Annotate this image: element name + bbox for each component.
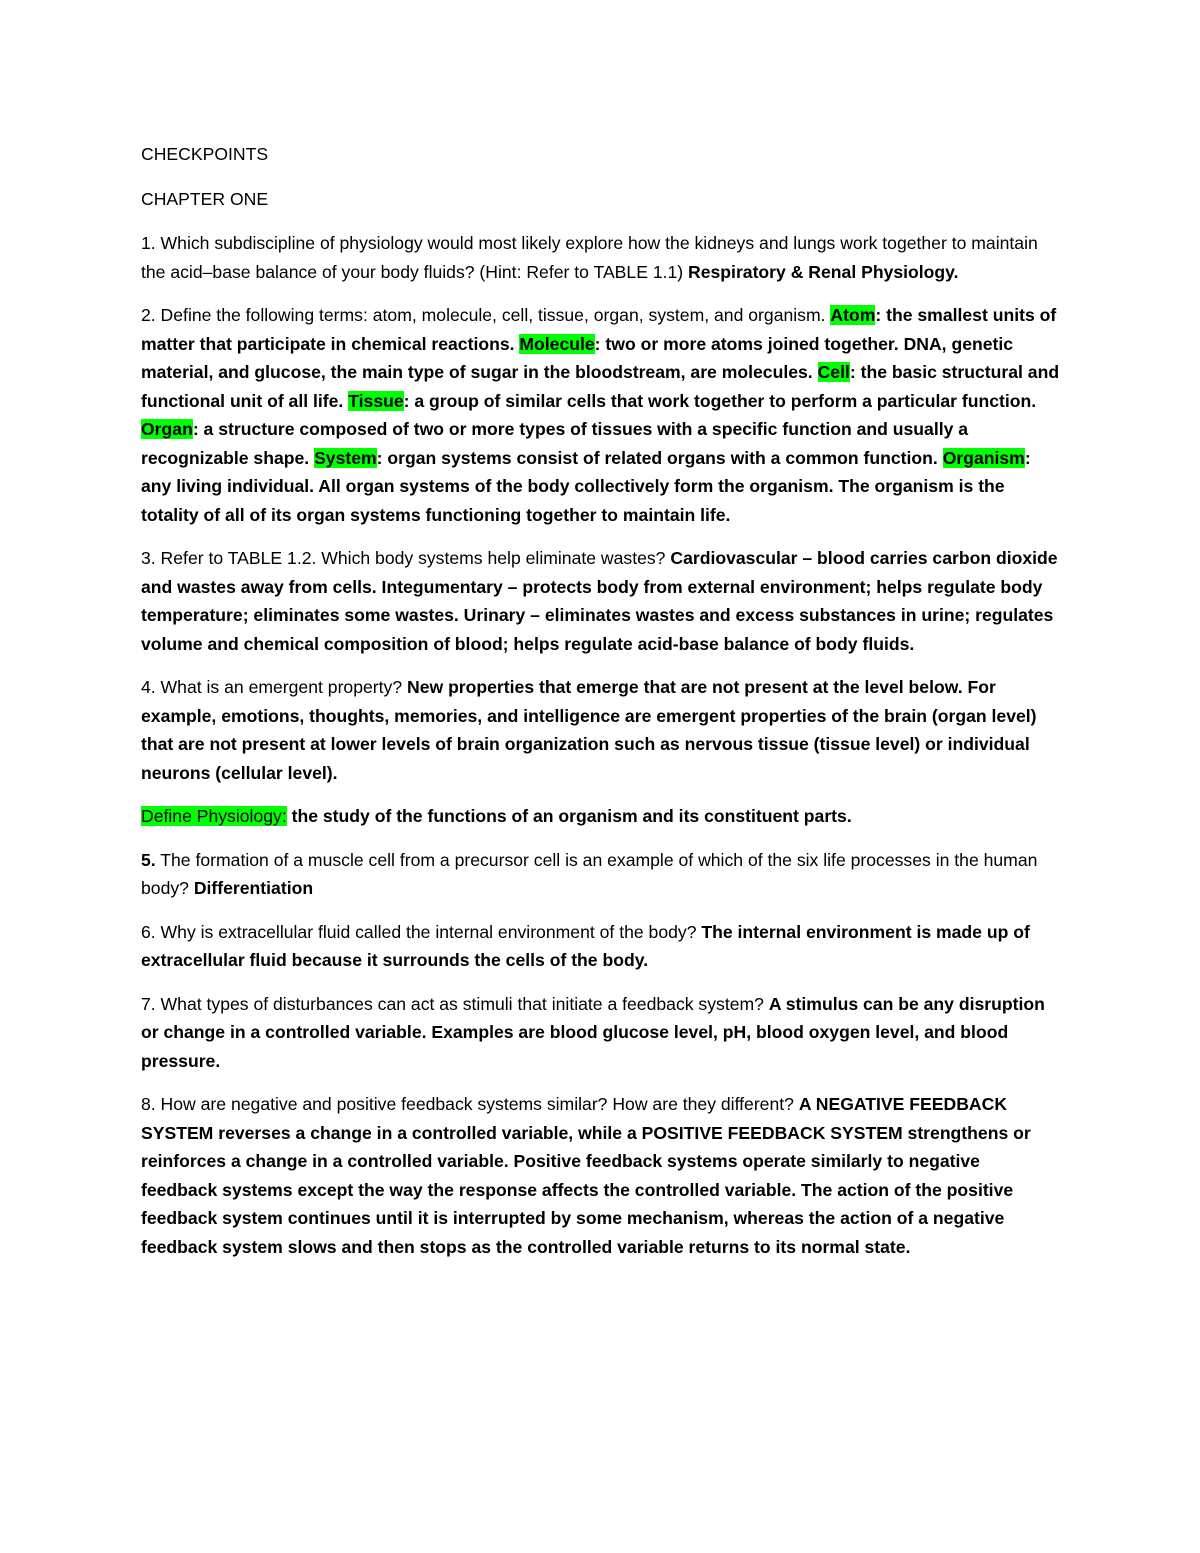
question-6-answer: The internal environment is made up of extracellular fluid because it surrounds the cells of the body. <box>141 921 1030 970</box>
question-1-answer: Respiratory & Renal Physiology. <box>688 261 959 282</box>
definition-tissue: : a group of similar cells that work together to perform a particular function. <box>403 390 1037 411</box>
question-3-text: 3. Refer to TABLE 1.2. Which body systems help eliminate wastes? <box>141 548 666 568</box>
question-4-answer: New properties that emerge that are not present at the level below. For example, emotions, thoughts, memories, and intelligence are emergent properties of the brain (organ level) that are not present at lower levels of brain organization such as nervous tissue (tissue level) or individual neurons (cellular level). <box>141 677 1037 783</box>
term-tissue: Tissue <box>348 390 404 411</box>
question-3-answer: Cardiovascular – blood carries carbon dioxide and wastes away from cells. Integumentary – protects body from external environment; helps regulate body temperature; eliminates some wastes. Urinary – eliminates wastes and excess substances in urine; regulates volume and chemical composition of blood; helps regulate acid-base balance of body fluids. <box>141 548 1058 654</box>
term-cell: Cell <box>817 362 850 382</box>
question-1-text: 1. Which subdiscipline of physiology would most likely explore how the kidneys and lungs work together to maintain the acid–base balance of your body fluids? (Hint: Refer to TABLE 1.1) <box>141 233 1038 282</box>
question-6 <box>141 918 1061 975</box>
question-1 <box>141 229 1061 286</box>
definition-atom: : the smallest units of matter that participate in chemical reactions. <box>141 305 1057 354</box>
term-atom: Atom <box>830 305 876 325</box>
question-4-text: 4. What is an emergent property? <box>141 677 403 697</box>
document-page <box>141 140 1061 1276</box>
define-physiology <box>141 802 1061 831</box>
question-8 <box>141 1090 1061 1261</box>
document-heading: CHECKPOINTS <box>141 144 269 164</box>
question-7-text: 7. What types of disturbances can act as stimuli that initiate a feedback system? <box>141 993 764 1014</box>
term-organ: Organ <box>141 419 193 439</box>
chapter-heading: CHAPTER ONE <box>141 188 269 209</box>
question-5-text: The formation of a muscle cell from a precursor cell is an example of which of the six life processes in the human body? <box>141 849 1038 898</box>
definition-molecule: : two or more atoms joined together. DNA, genetic material, and glucose, the main type of sugar in the bloodstream, are molecules. <box>141 333 1014 382</box>
question-3 <box>141 544 1061 658</box>
question-8-answer: A NEGATIVE FEEDBACK SYSTEM reverses a change in a controlled variable, while a POSITIVE FEEDBACK SYSTEM strengthens or reinforces a change in a controlled variable. Positive feedback systems operate similarly to negative feedback systems except the way the response affects the controlled variable. The action of the positive feedback system continues until it is interrupted by some mechanism, whereas the action of a negative feedback system slows and then stops as the controlled variable returns to its normal state. <box>141 1094 1031 1257</box>
question-2 <box>141 301 1061 529</box>
definition-organ: : a structure composed of two or more types of tissues with a specific function and usually a recognizable shape. <box>141 419 969 468</box>
define-physiology-answer: the study of the functions of an organism and its constituent parts. <box>291 806 852 826</box>
question-7-answer: A stimulus can be any disruption or change in a controlled variable. Examples are blood glucose level, pH, blood oxygen level, and blood pressure. <box>141 993 1045 1071</box>
term-molecule: Molecule <box>519 333 595 354</box>
question-5 <box>141 846 1061 903</box>
term-organism: Organism <box>942 447 1025 468</box>
definition-system: : organ systems consist of related organs with a common function. <box>376 447 938 468</box>
question-5-answer: Differentiation <box>193 878 314 898</box>
question-2-text: 2. Define the following terms: atom, molecule, cell, tissue, organ, system, and organism. <box>141 305 826 325</box>
question-5-number: 5. <box>141 849 156 870</box>
definition-cell: : the basic structural and functional unit of all life. <box>141 362 1060 411</box>
question-4 <box>141 673 1061 787</box>
question-7 <box>141 990 1061 1076</box>
define-physiology-label: Define Physiology: <box>141 806 287 826</box>
term-system: System <box>314 447 377 468</box>
question-6-text: 6. Why is extracellular fluid called the internal environment of the body? <box>141 921 697 942</box>
definition-organism: : any living individual. All organ systems of the body collectively form the organism. The organism is the totality of all of its organ systems functioning together to maintain life. <box>141 447 1031 525</box>
question-8-text: 8. How are negative and positive feedback systems similar? How are they different? <box>141 1094 794 1114</box>
